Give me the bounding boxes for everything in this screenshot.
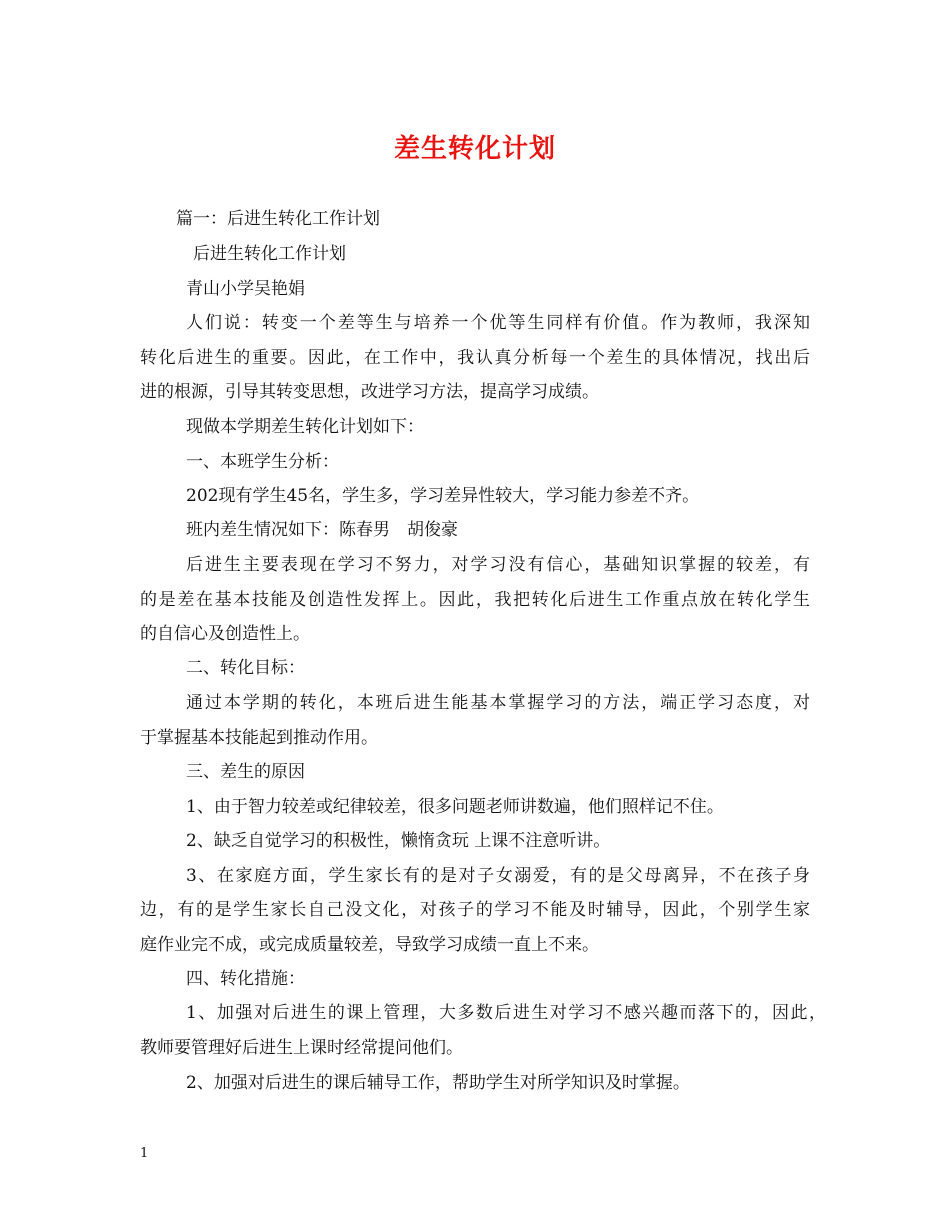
text-line: 边，有的是学生家长自己没文化，对孩子的学习不能及时辅导，因此，个别学生家 [140,900,810,920]
text-line: 四、转化措施： [186,969,305,989]
text-line: 3、在家庭方面，学生家长有的是对子女溺爱，有的是父母离异，不在孩子身 [186,866,810,886]
text-line: 2、加强对后进生的课后辅导工作，帮助学生对所学知识及时掌握。 [186,1073,690,1093]
text-line: 庭作业完不成，或完成质量较差，导致学习成绩一直上不来。 [140,935,599,955]
text-line: 人们说：转变一个差等生与培养一个优等生同样有价值。作为教师，我深知 [186,313,810,333]
text-line: 三、差生的原因 [186,762,305,782]
text-line: 后进生转化工作计划 [193,244,346,264]
text-line: 转化后进生的重要。因此，在工作中，我认真分析每一个差生的具体情况，找出后 [140,348,810,368]
text-line: 后进生主要表现在学习不努力，对学习没有信心，基础知识掌握的较差，有 [186,555,810,575]
text-line: 通过本学期的转化，本班后进生能基本掌握学习的方法，端正学习态度，对 [186,693,810,713]
text-line: 1、由于智力较差或纪律较差，很多问题老师讲数遍，他们照样记不住。 [186,797,724,817]
text-line: 二、转化目标： [186,658,305,678]
text-line: 的是差在基本技能及创造性发挥上。因此，我把转化后进生工作重点放在转化学生 [140,590,810,610]
text-line: 1、加强对后进生的课上管理，大多数后进生对学习不感兴趣而落下的，因此， [186,1003,826,1023]
text-line: 青山小学吴艳娟 [186,279,305,299]
text-line: 班内差生情况如下：陈春男 胡俊豪 [186,520,458,540]
document-title: 差生转化计划 [393,134,556,164]
text-line: 现做本学期差生转化计划如下： [186,417,424,437]
text-line: 的自信心及创造性上。 [140,624,310,644]
text-line: 2、缺乏自觉学习的积极性，懒惰贪玩 上课不注意听讲。 [186,831,611,851]
text-line: 进的根源，引导其转变思想，改进学习方法，提高学习成绩。 [140,382,599,402]
text-line: 一、本班学生分析： [186,452,339,472]
text-line: 于掌握基本技能起到推动作用。 [140,728,378,748]
text-line: 篇一：后进生转化工作计划 [176,209,380,229]
text-line: 202现有学生45名，学生多，学习差异性较大，学习能力参差不齐。 [186,486,700,506]
page-number: 1 [140,1146,149,1161]
text-line: 教师要管理好后进生上课时经常提问他们。 [140,1038,463,1058]
